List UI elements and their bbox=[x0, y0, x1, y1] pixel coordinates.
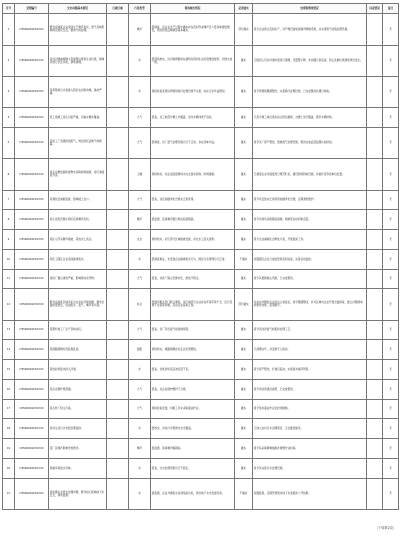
cell-id: D35000042XXXXX bbox=[15, 458, 49, 478]
cell-id: D35000042XXXXX bbox=[15, 419, 49, 439]
table-row bbox=[3, 439, 399, 459]
cell-note: 无 bbox=[383, 458, 399, 478]
cell-region bbox=[107, 159, 129, 190]
cell-real: 属实 bbox=[235, 379, 253, 399]
cell-blame bbox=[367, 210, 383, 230]
cell-blame bbox=[367, 439, 383, 459]
cell-real: 属实 bbox=[235, 458, 253, 478]
cell-type: 大气 bbox=[129, 269, 151, 289]
cell-verify: 经查，该店油烟净化设施未正常使用。 bbox=[151, 190, 235, 210]
cell-region bbox=[107, 439, 129, 459]
cell-problem: 某厂区噪声影响学校教学。 bbox=[49, 439, 107, 459]
cell-note: 无 bbox=[383, 76, 399, 107]
cell-id: D35000042XXXXX bbox=[15, 127, 49, 158]
cell-note: 无 bbox=[383, 230, 399, 250]
cell-id: D35000042XXXXX bbox=[15, 399, 49, 419]
cell-real: 属实 bbox=[235, 45, 253, 76]
cell-id: D35000042XXXXX bbox=[15, 439, 49, 459]
cell-blame bbox=[367, 230, 383, 250]
cell-no: 17 bbox=[3, 399, 15, 419]
cell-blame bbox=[367, 14, 383, 45]
table-row bbox=[3, 419, 399, 439]
cell-region bbox=[107, 320, 129, 340]
cell-region bbox=[107, 210, 129, 230]
cell-blame bbox=[367, 289, 383, 320]
cell-note: 无 bbox=[383, 419, 399, 439]
cell-blame bbox=[367, 127, 383, 158]
cell-action: 已组织人员对河道垃圾进行清理，设置警示牌，并加强日常巡查，防止乱倒垃圾现象再次发生。 bbox=[253, 45, 367, 76]
cell-no: 5 bbox=[3, 127, 15, 158]
table-row bbox=[3, 458, 399, 478]
header-note: 备注 bbox=[383, 4, 399, 14]
cell-type: 噪声 bbox=[129, 210, 151, 230]
table-row bbox=[3, 45, 399, 76]
cell-verify: 经调查，该企业生产过程中确实存在夜间作业噪声及少量异味排放情况，周边居民反映情况基本属实。 bbox=[151, 14, 235, 45]
cell-id: D35000042XXXXX bbox=[15, 340, 49, 360]
cell-action: 责令该场所采取隔音措施，控制营业时间和音量。 bbox=[253, 210, 367, 230]
cell-problem: 某砖厂烟尘排放严重，影响周边农作物。 bbox=[49, 269, 107, 289]
cell-type: 水 bbox=[129, 45, 151, 76]
cell-no: 16 bbox=[3, 379, 15, 399]
cell-action: 责令企业停止夜间生产，对产噪设备加装隔声降噪设施，并完善废气收集处理设施。 bbox=[253, 14, 367, 45]
cell-verify: 经调查，该厂废气处理设施运行不正常，存在异味外溢。 bbox=[151, 127, 235, 158]
cell-id: D35000042XXXXX bbox=[15, 289, 49, 320]
cell-note: 无 bbox=[383, 45, 399, 76]
cell-type: 水 bbox=[129, 478, 151, 509]
cell-blame bbox=[367, 159, 383, 190]
cell-real: 属实 bbox=[235, 439, 253, 459]
cell-verify: 经查，该洗砂场沉淀池容量不足。 bbox=[151, 360, 235, 380]
cell-problem: 某企业堆放固体废物未采取防渗措施，雨天渗滤液外流。 bbox=[49, 159, 107, 190]
cell-real: 不属实 bbox=[235, 478, 253, 509]
cell-region bbox=[107, 458, 129, 478]
cell-no: 8 bbox=[3, 210, 15, 230]
cell-id: D35000042XXXXX bbox=[15, 159, 49, 190]
cell-blame bbox=[367, 399, 383, 419]
cell-region bbox=[107, 190, 129, 210]
cell-action: 责令停产整改，扩建沉淀池，实现废水循环利用。 bbox=[253, 360, 367, 380]
cell-problem: 某餐饮店油烟直排，影响楼上住户。 bbox=[49, 190, 107, 210]
cell-id: D35000042XXXXX bbox=[15, 14, 49, 45]
cell-verify: 现场核实，道路两侧存在生活垃圾堆放。 bbox=[151, 340, 235, 360]
cell-real: 不属实 bbox=[235, 249, 253, 269]
cell-note: 无 bbox=[383, 159, 399, 190]
header-real: 是否属实 bbox=[235, 4, 253, 14]
cell-no: 10 bbox=[3, 249, 15, 269]
cell-blame bbox=[367, 190, 383, 210]
cell-region bbox=[107, 249, 129, 269]
cell-region bbox=[107, 379, 129, 399]
table-row bbox=[3, 230, 399, 250]
cell-problem: 群众反映某区域多家企业存在环境问题，要求全面排查整治，包括废水、废气、噪声等方面。 bbox=[49, 289, 107, 320]
cell-real: 属实 bbox=[235, 230, 253, 250]
cell-no: 7 bbox=[3, 190, 15, 210]
cell-id: D35000042XXXXX bbox=[15, 269, 49, 289]
cell-id: D35000042XXXXX bbox=[15, 45, 49, 76]
cell-verify: 现场核实，该企业固废堆场未完全落实防渗、防雨措施。 bbox=[151, 159, 235, 190]
cell-note: 无 bbox=[383, 127, 399, 158]
complaint-table bbox=[2, 3, 399, 510]
table-row bbox=[3, 269, 399, 289]
cell-action: 已督促企业对固废进行规范贮存，建设防渗防雨设施，并委托有资质单位处置。 bbox=[253, 159, 367, 190]
cell-verify: 经查，该工地部分裸土未覆盖，进出车辆冲洗不到位。 bbox=[151, 108, 235, 128]
cell-region bbox=[107, 269, 129, 289]
cell-verify: 经现场核实，该河道两侧存在建筑垃圾和生活垃圾堆放现象，河道水质一般。 bbox=[151, 45, 235, 76]
cell-region bbox=[107, 399, 129, 419]
cell-region bbox=[107, 127, 129, 158]
cell-region bbox=[107, 108, 129, 128]
cell-no: 21 bbox=[3, 478, 15, 509]
cell-action: 已清理完毕，并安排专人保洁。 bbox=[253, 340, 367, 360]
cell-type: 大气 bbox=[129, 320, 151, 340]
table-row bbox=[3, 340, 399, 360]
cell-note: 无 bbox=[383, 320, 399, 340]
header-problem: 交办问题基本情况 bbox=[49, 4, 107, 14]
cell-id: D35000042XXXXX bbox=[15, 379, 49, 399]
cell-region bbox=[107, 360, 129, 380]
cell-type: 水 bbox=[129, 249, 151, 269]
header-no: 序号 bbox=[3, 4, 15, 14]
table-body bbox=[3, 14, 399, 510]
cell-note: 无 bbox=[383, 399, 399, 419]
cell-type: 水 bbox=[129, 458, 151, 478]
cell-type: 水 bbox=[129, 419, 151, 439]
cell-type: 大气 bbox=[129, 108, 151, 128]
cell-blame bbox=[367, 45, 383, 76]
cell-id: D35000042XXXXX bbox=[15, 76, 49, 107]
cell-problem: 某塑料加工厂生产异味扰民。 bbox=[49, 320, 107, 340]
cell-type: 大气 bbox=[129, 379, 151, 399]
cell-verify: 经调查取证，未发现企业偷排废水行为，园区污水管网运行正常。 bbox=[151, 249, 235, 269]
cell-real: 属实 bbox=[235, 419, 253, 439]
cell-note: 无 bbox=[383, 108, 399, 128]
cell-real: 属实 bbox=[235, 269, 253, 289]
table-row bbox=[3, 399, 399, 419]
cell-no: 4 bbox=[3, 108, 15, 128]
cell-blame bbox=[367, 458, 383, 478]
cell-type: 大气 bbox=[129, 127, 151, 158]
cell-verify: 经查，该厂有机废气收集效率低。 bbox=[151, 320, 235, 340]
cell-verify: 经核实，该村污水管网未完全覆盖。 bbox=[151, 419, 235, 439]
cell-no: 11 bbox=[3, 269, 15, 289]
cell-no: 14 bbox=[3, 340, 15, 360]
cell-action: 对存在问题的企业依法立案查处，责令限期整改，并对区域内企业开展全面排查，建立问题清单和整改台账，逐项销号。 bbox=[253, 289, 367, 320]
cell-region bbox=[107, 45, 129, 76]
cell-problem: 某加工厂违规排放废气，周边居民反映气味刺鼻。 bbox=[49, 127, 107, 158]
cell-real: 属实 bbox=[235, 159, 253, 190]
cell-real: 部分属实 bbox=[235, 14, 253, 45]
cell-blame bbox=[367, 478, 383, 509]
cell-note: 无 bbox=[383, 360, 399, 380]
header-verify: 调查核实情况 bbox=[151, 4, 235, 14]
cell-blame bbox=[367, 76, 383, 107]
header-id: 受理编号 bbox=[15, 4, 49, 14]
cell-action: 责令落实湿法作业及封闭措施。 bbox=[253, 399, 367, 419]
cell-problem: 某道路两侧垃圾乱堆乱放。 bbox=[49, 340, 107, 360]
header-action: 处理和整改情况 bbox=[253, 4, 367, 14]
cell-action: 责令其完善污水处理设施。 bbox=[253, 458, 367, 478]
cell-id: D35000042XXXXX bbox=[15, 249, 49, 269]
cell-real: 属实 bbox=[235, 340, 253, 360]
cell-problem: 某石材厂粉尘污染。 bbox=[49, 399, 107, 419]
cell-action: 责令该厂停产整改，更换废气处理设施，整改完成后经监测达标排放。 bbox=[253, 127, 367, 158]
table-row bbox=[3, 478, 399, 509]
table-row bbox=[3, 360, 399, 380]
table-row bbox=[3, 76, 399, 107]
cell-note: 无 bbox=[383, 340, 399, 360]
cell-blame bbox=[367, 360, 383, 380]
cell-region bbox=[107, 340, 129, 360]
cell-id: D35000042XXXXX bbox=[15, 230, 49, 250]
cell-blame bbox=[367, 320, 383, 340]
cell-action: 责令养殖场限期整改，完善粪污处理设施，已完成整改并通过验收。 bbox=[253, 76, 367, 107]
cell-problem: 某企业锅炉冒黑烟。 bbox=[49, 379, 107, 399]
page-footer: （下转第2页） bbox=[374, 526, 396, 530]
cell-problem: 某化工园区企业夜间偷排废水。 bbox=[49, 249, 107, 269]
cell-problem: 群众反映某企业夜间生产噪声扰民，废气异味影响周边居民生活，要求尽快处理。 bbox=[49, 14, 107, 45]
cell-note: 无 bbox=[383, 379, 399, 399]
cell-blame bbox=[367, 340, 383, 360]
cell-real: 属实 bbox=[235, 399, 253, 419]
cell-verify: 经监测，夜间噪声超过相关标准限值。 bbox=[151, 210, 235, 230]
cell-note: 无 bbox=[383, 14, 399, 45]
cell-problem: 某村生活污水未经处理直排。 bbox=[49, 419, 107, 439]
cell-action: 责令其采取降噪措施并调整作业时间。 bbox=[253, 439, 367, 459]
cell-no: 3 bbox=[3, 76, 15, 107]
cell-id: D35000042XXXXX bbox=[15, 478, 49, 509]
cell-type: 生态 bbox=[129, 230, 151, 250]
cell-type: 噪声 bbox=[129, 439, 151, 459]
cell-id: D35000042XXXXX bbox=[15, 108, 49, 128]
cell-blame bbox=[367, 419, 383, 439]
header-type: 污染类型 bbox=[129, 4, 151, 14]
cell-real: 属实 bbox=[235, 360, 253, 380]
cell-type: 固废 bbox=[129, 340, 151, 360]
cell-verify: 经查，该企业锅炉燃料不合规。 bbox=[151, 379, 235, 399]
cell-id: D35000042XXXXX bbox=[15, 190, 49, 210]
cell-id: D35000042XXXXX bbox=[15, 360, 49, 380]
cell-no: 13 bbox=[3, 320, 15, 340]
table-row bbox=[3, 14, 399, 45]
cell-verify: 经查，该砖厂除尘设施老化，排放不稳定。 bbox=[151, 269, 235, 289]
cell-id: D35000042XXXXX bbox=[15, 210, 49, 230]
cell-note: 无 bbox=[383, 190, 399, 210]
cell-type: 水 bbox=[129, 360, 151, 380]
cell-region bbox=[107, 230, 129, 250]
table-row bbox=[3, 379, 399, 399]
cell-no: 2 bbox=[3, 45, 15, 76]
cell-region bbox=[107, 478, 129, 509]
cell-type: 大气 bbox=[129, 399, 151, 419]
cell-action: 责令其安装并正常使用油烟净化设施，定期清洗维护。 bbox=[253, 190, 367, 210]
table-header-row bbox=[3, 4, 399, 14]
cell-blame bbox=[367, 379, 383, 399]
cell-verify: 经监测，企业外排废水各项指标达标，周边地下水未发现异常。 bbox=[151, 478, 235, 509]
cell-real: 属实 bbox=[235, 320, 253, 340]
cell-action: 加强园区企业日常监管和夜间巡查，完善在线监控。 bbox=[253, 249, 367, 269]
cell-action: 加强监管，定期开展周边地下水监测并公开结果。 bbox=[253, 478, 367, 509]
cell-action: 责令其改用清洁能源，已完成整改。 bbox=[253, 379, 367, 399]
table-row bbox=[3, 127, 399, 158]
cell-type: 噪声 bbox=[129, 14, 151, 45]
table-row bbox=[3, 190, 399, 210]
cell-region bbox=[107, 419, 129, 439]
cell-problem: 某屠宰场废水异味。 bbox=[49, 458, 107, 478]
header-region: 行政区域 bbox=[107, 4, 129, 14]
cell-region bbox=[107, 76, 129, 107]
cell-action: 责令其更新除尘设施，已完成整改。 bbox=[253, 269, 367, 289]
cell-type: 大气 bbox=[129, 190, 151, 210]
cell-action: 已责令施工单位落实扬尘防治措施，对裸土进行覆盖，规范车辆冲洗。 bbox=[253, 108, 367, 128]
cell-problem: 某村河道被倾倒大量建筑垃圾和生活垃圾，影响河道行洪及水质，请求清理。 bbox=[49, 45, 107, 76]
cell-action: 已纳入农村污水治理项目，正在推进建设。 bbox=[253, 419, 367, 439]
cell-verify: 现场检查发现该养殖场粪污处理设施不完善，存在污水外溢情况。 bbox=[151, 76, 235, 107]
cell-real: 属实 bbox=[235, 108, 253, 128]
header-blame: 问责情况 bbox=[367, 4, 383, 14]
table-row bbox=[3, 108, 399, 128]
table-row bbox=[3, 249, 399, 269]
cell-note: 无 bbox=[383, 289, 399, 320]
cell-problem: 某洗砂场废水排入河道。 bbox=[49, 360, 107, 380]
cell-verify: 现场核实，矿区部分区域植被受损，存在水土流失现象。 bbox=[151, 230, 235, 250]
cell-no: 9 bbox=[3, 230, 15, 250]
cell-real: 属实 bbox=[235, 210, 253, 230]
cell-problem: 某矿山开采破坏植被，造成水土流失。 bbox=[49, 230, 107, 250]
cell-no: 15 bbox=[3, 360, 15, 380]
cell-problem: 某电镀企业废水处理问题，群众担心影响地下水安全，请求监测。 bbox=[49, 478, 107, 509]
table-row bbox=[3, 289, 399, 320]
cell-note: 无 bbox=[383, 210, 399, 230]
cell-action: 责令企业编制生态修复方案，开展复绿工作。 bbox=[253, 230, 367, 250]
cell-verify: 现场检查发现，切割工序未采取湿法作业。 bbox=[151, 399, 235, 419]
table-row bbox=[3, 320, 399, 340]
cell-note: 无 bbox=[383, 439, 399, 459]
cell-real: 属实 bbox=[235, 127, 253, 158]
cell-no: 1 bbox=[3, 14, 15, 45]
cell-blame bbox=[367, 108, 383, 128]
cell-real: 属实 bbox=[235, 76, 253, 107]
cell-blame bbox=[367, 269, 383, 289]
cell-type: 水 bbox=[129, 76, 151, 107]
cell-note: 无 bbox=[383, 269, 399, 289]
cell-verify: 经监测，昼间噪声略超标。 bbox=[151, 439, 235, 459]
table-row bbox=[3, 159, 399, 190]
cell-problem: 某工地施工扬尘污染严重，运输车辆未覆盖。 bbox=[49, 108, 107, 128]
cell-verify: 经查，污水处理设施运行不稳定。 bbox=[151, 458, 235, 478]
cell-no: 18 bbox=[3, 419, 15, 439]
cell-verify: 经组织相关部门联合调查，该区域部分企业存在环保手续不全、治污设施不完善等问题，其余企业基本正常。 bbox=[151, 289, 235, 320]
cell-action: 责令其改进废气收集和处理工艺。 bbox=[253, 320, 367, 340]
cell-problem: 某小区附近娱乐场所夜间噪声扰民。 bbox=[49, 210, 107, 230]
cell-problem: 某养殖场污水直排入附近农田和沟渠，臭味严重。 bbox=[49, 76, 107, 107]
cell-id: D35000042XXXXX bbox=[15, 320, 49, 340]
cell-note: 无 bbox=[383, 249, 399, 269]
table-row bbox=[3, 210, 399, 230]
cell-real: 部分属实 bbox=[235, 289, 253, 320]
cell-real: 属实 bbox=[235, 190, 253, 210]
cell-note: 无 bbox=[383, 478, 399, 509]
cell-region bbox=[107, 14, 129, 45]
cell-no: 19 bbox=[3, 439, 15, 459]
cell-no: 6 bbox=[3, 159, 15, 190]
cell-blame bbox=[367, 249, 383, 269]
cell-no: 20 bbox=[3, 458, 15, 478]
cell-region bbox=[107, 289, 129, 320]
cell-no: 12 bbox=[3, 289, 15, 320]
cell-type: 综合 bbox=[129, 289, 151, 320]
cell-type: 土壤 bbox=[129, 159, 151, 190]
